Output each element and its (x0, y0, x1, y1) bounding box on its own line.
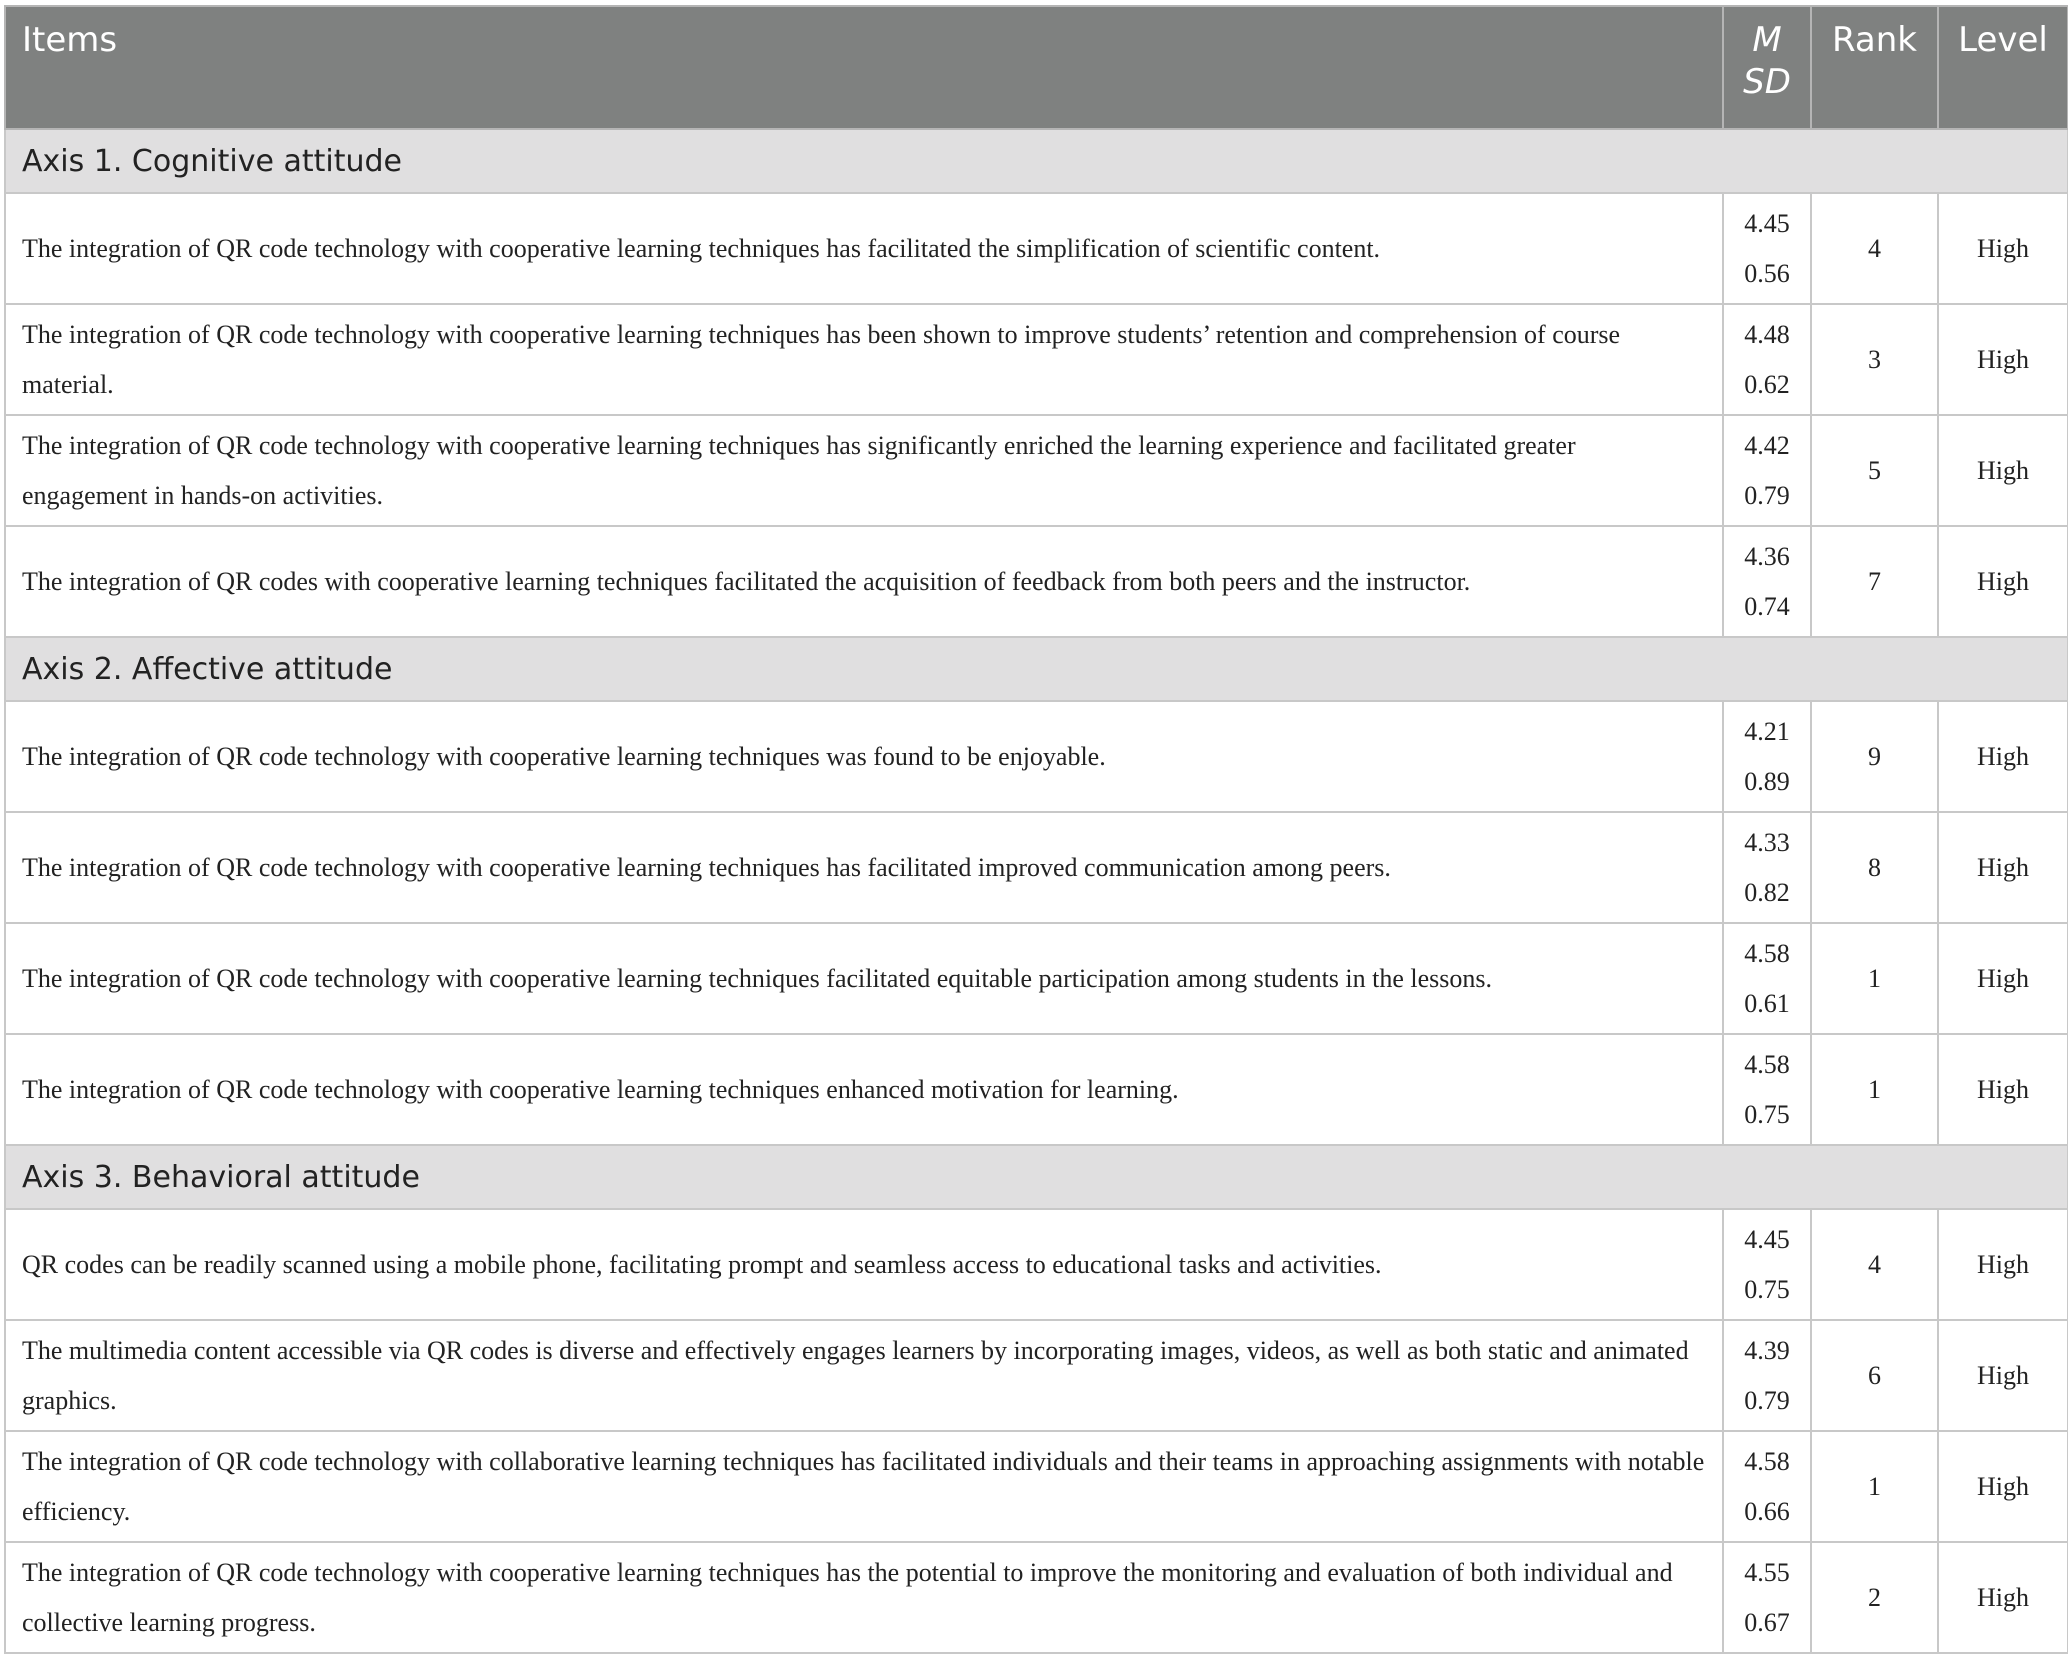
header-sd: SD (1743, 62, 1791, 102)
results-table (4, 5, 2068, 1654)
mean-value: 4.36 (1744, 541, 1790, 571)
mean-value: 4.58 (1744, 938, 1790, 968)
mean-value: 4.21 (1744, 716, 1790, 746)
rank-value: 8 (1811, 812, 1938, 923)
table-row (5, 812, 2068, 923)
mean-sd-cell (1723, 812, 1811, 923)
table-row (5, 1431, 2068, 1542)
mean-value: 4.48 (1744, 319, 1790, 349)
item-text: QR codes can be readily scanned using a mobile phone, facilitating prompt and seamless access to educational tasks and activities. (5, 1209, 1723, 1320)
mean-value: 4.45 (1744, 1224, 1790, 1254)
item-text: The integration of QR code technology with cooperative learning techniques has the potential to improve the monitoring and evaluation of both individual and collective learning progress. (5, 1542, 1723, 1653)
header-items: Items (5, 6, 1723, 129)
header-level: Level (1938, 6, 2068, 129)
rank-value: 1 (1811, 1431, 1938, 1542)
sd-value: 0.79 (1744, 480, 1790, 510)
sd-value: 0.74 (1744, 591, 1790, 621)
rank-value: 6 (1811, 1320, 1938, 1431)
table-row (5, 923, 2068, 1034)
sd-value: 0.75 (1744, 1099, 1790, 1129)
mean-value: 4.42 (1744, 430, 1790, 460)
item-text: The integration of QR code technology with cooperative learning techniques has been shown to improve students’ retention and comprehension of course material. (5, 304, 1723, 415)
mean-sd-cell (1723, 193, 1811, 304)
rank-value: 4 (1811, 193, 1938, 304)
header-row (5, 6, 2068, 129)
mean-sd-cell (1723, 526, 1811, 637)
mean-sd-cell (1723, 304, 1811, 415)
level-value: High (1938, 1431, 2068, 1542)
section-title: Axis 3. Behavioral attitude (5, 1145, 2068, 1209)
item-text: The multimedia content accessible via QR codes is diverse and effectively engages learners by incorporating images, videos, as well as both static and animated graphics. (5, 1320, 1723, 1431)
table-row (5, 1320, 2068, 1431)
sd-value: 0.61 (1744, 988, 1790, 1018)
mean-sd-cell (1723, 415, 1811, 526)
item-text: The integration of QR code technology with collaborative learning techniques has facilitated individuals and their teams in approaching assignments with notable efficiency. (5, 1431, 1723, 1542)
item-text: The integration of QR code technology with cooperative learning techniques enhanced motivation for learning. (5, 1034, 1723, 1145)
sd-value: 0.82 (1744, 877, 1790, 907)
mean-value: 4.33 (1744, 827, 1790, 857)
sd-value: 0.89 (1744, 766, 1790, 796)
mean-value: 4.58 (1744, 1446, 1790, 1476)
level-value: High (1938, 1542, 2068, 1653)
table-row (5, 415, 2068, 526)
item-text: The integration of QR code technology with cooperative learning techniques was found to be enjoyable. (5, 701, 1723, 812)
level-value: High (1938, 812, 2068, 923)
section-row (5, 1145, 2068, 1209)
mean-value: 4.45 (1744, 208, 1790, 238)
item-text: The integration of QR code technology with cooperative learning techniques facilitated equitable participation among students in the lessons. (5, 923, 1723, 1034)
mean-value: 4.39 (1744, 1335, 1790, 1365)
level-value: High (1938, 526, 2068, 637)
sd-value: 0.75 (1744, 1274, 1790, 1304)
level-value: High (1938, 1209, 2068, 1320)
rank-value: 1 (1811, 923, 1938, 1034)
rank-value: 7 (1811, 526, 1938, 637)
item-text: The integration of QR codes with cooperative learning techniques facilitated the acquisition of feedback from both peers and the instructor. (5, 526, 1723, 637)
sd-value: 0.66 (1744, 1496, 1790, 1526)
header-m: M (1752, 20, 1782, 60)
section-row (5, 129, 2068, 193)
rank-value: 3 (1811, 304, 1938, 415)
section-title: Axis 2. Affective attitude (5, 637, 2068, 701)
level-value: High (1938, 701, 2068, 812)
rank-value: 4 (1811, 1209, 1938, 1320)
rank-value: 5 (1811, 415, 1938, 526)
table-row (5, 701, 2068, 812)
level-value: High (1938, 415, 2068, 526)
level-value: High (1938, 1320, 2068, 1431)
mean-sd-cell (1723, 1431, 1811, 1542)
level-value: High (1938, 1034, 2068, 1145)
table-row (5, 1034, 2068, 1145)
item-text: The integration of QR code technology with cooperative learning techniques has significantly enriched the learning experience and facilitated greater engagement in hands-on activities. (5, 415, 1723, 526)
mean-value: 4.55 (1744, 1557, 1790, 1587)
mean-value: 4.58 (1744, 1049, 1790, 1079)
sd-value: 0.56 (1744, 258, 1790, 288)
mean-sd-cell (1723, 1209, 1811, 1320)
table-row (5, 1542, 2068, 1653)
header-rank: Rank (1811, 6, 1938, 129)
section-row (5, 637, 2068, 701)
table-row (5, 526, 2068, 637)
section-title: Axis 1. Cognitive attitude (5, 129, 2068, 193)
item-text: The integration of QR code technology with cooperative learning techniques has facilitated the simplification of scientific content. (5, 193, 1723, 304)
mean-sd-cell (1723, 701, 1811, 812)
level-value: High (1938, 193, 2068, 304)
rank-value: 1 (1811, 1034, 1938, 1145)
sd-value: 0.79 (1744, 1385, 1790, 1415)
table-row (5, 193, 2068, 304)
sd-value: 0.67 (1744, 1607, 1790, 1637)
mean-sd-cell (1723, 923, 1811, 1034)
mean-sd-cell (1723, 1034, 1811, 1145)
sd-value: 0.62 (1744, 369, 1790, 399)
table-row (5, 1209, 2068, 1320)
item-text: The integration of QR code technology with cooperative learning techniques has facilitated improved communication among peers. (5, 812, 1723, 923)
mean-sd-cell (1723, 1320, 1811, 1431)
level-value: High (1938, 304, 2068, 415)
rank-value: 2 (1811, 1542, 1938, 1653)
rank-value: 9 (1811, 701, 1938, 812)
table-row (5, 304, 2068, 415)
mean-sd-cell (1723, 1542, 1811, 1653)
header-m-sd (1723, 6, 1811, 129)
level-value: High (1938, 923, 2068, 1034)
